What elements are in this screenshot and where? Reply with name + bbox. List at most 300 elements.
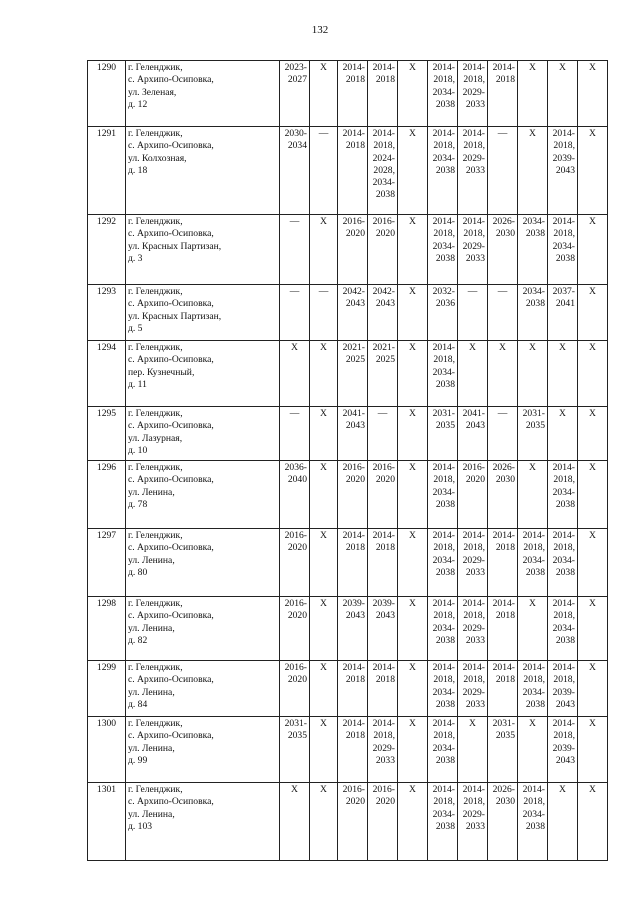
cell-line: 2021- bbox=[342, 342, 365, 353]
period-cell bbox=[428, 341, 458, 407]
period-cell bbox=[548, 597, 578, 661]
cell-line: X bbox=[589, 128, 596, 139]
period-cell bbox=[458, 529, 488, 597]
cell-line: 2016- bbox=[284, 598, 307, 609]
cell-line: 2038 bbox=[435, 252, 455, 264]
cell-line: 2034- bbox=[522, 216, 545, 227]
cell-line: X bbox=[469, 718, 476, 729]
mark-cell bbox=[398, 461, 428, 529]
cell-line: 2043 bbox=[555, 698, 575, 710]
cell-line: X bbox=[409, 342, 416, 353]
period-cell bbox=[428, 407, 458, 461]
cell-line: 2018, bbox=[433, 74, 455, 86]
cell-line: 2042- bbox=[372, 286, 395, 297]
table-body bbox=[88, 61, 608, 861]
cell-line: 2030 bbox=[495, 474, 515, 486]
cell-line: 2038 bbox=[555, 252, 575, 264]
cell-line: 2034- bbox=[552, 554, 575, 566]
period-cell bbox=[548, 717, 578, 783]
cell-line: 2016- bbox=[284, 530, 307, 541]
address-line: с. Архипо-Осиповка, bbox=[128, 730, 214, 742]
cell-line: 2018, bbox=[523, 796, 545, 808]
mark-cell bbox=[488, 407, 518, 461]
cell-line: 2014- bbox=[432, 128, 455, 139]
mark-cell bbox=[310, 61, 338, 127]
cell-line: 2035 bbox=[435, 420, 455, 432]
cell-line: 2020 bbox=[287, 610, 307, 622]
cell-line: 2018, bbox=[553, 730, 575, 742]
mark-cell bbox=[548, 783, 578, 861]
mark-cell bbox=[310, 341, 338, 407]
cell-line: X bbox=[320, 598, 327, 609]
cell-line: X bbox=[320, 662, 327, 673]
cell-line: X bbox=[589, 718, 596, 729]
period-cell bbox=[338, 529, 368, 597]
row-number: 1292 bbox=[88, 215, 126, 285]
address-line: с. Архипо-Осиповка, bbox=[128, 796, 214, 808]
address-line: г. Геленджик, bbox=[128, 598, 183, 609]
cell-line: 2038 bbox=[435, 498, 455, 510]
cell-line: 2018 bbox=[345, 74, 365, 86]
cell-line: 2020 bbox=[287, 542, 307, 554]
period-cell bbox=[548, 285, 578, 341]
address-line: г. Геленджик, bbox=[128, 128, 183, 139]
cell-line: 2034- bbox=[552, 486, 575, 498]
address-line: г. Геленджик, bbox=[128, 718, 183, 729]
mark-cell bbox=[398, 783, 428, 861]
period-cell bbox=[368, 461, 398, 529]
cell-line: 2016- bbox=[284, 662, 307, 673]
cell-line: 2018, bbox=[433, 610, 455, 622]
cell-line: X bbox=[409, 128, 416, 139]
mark-cell bbox=[548, 407, 578, 461]
cell-line: 2033 bbox=[375, 754, 395, 766]
table-row bbox=[88, 461, 608, 529]
cell-line: 2020 bbox=[345, 796, 365, 808]
address-line: г. Геленджик, bbox=[128, 62, 183, 73]
cell-line: 2042- bbox=[342, 286, 365, 297]
cell-line: X bbox=[529, 718, 536, 729]
row-number: 1299 bbox=[88, 661, 126, 717]
period-cell bbox=[428, 461, 458, 529]
cell-line: X bbox=[320, 530, 327, 541]
cell-line: 2043 bbox=[345, 420, 365, 432]
cell-line: 2018 bbox=[495, 674, 515, 686]
address-line: г. Геленджик, bbox=[128, 408, 183, 419]
cell-line: 2031- bbox=[492, 718, 515, 729]
period-cell bbox=[488, 661, 518, 717]
address-line: ул. Ленина, bbox=[128, 686, 175, 698]
cell-line: 2014- bbox=[432, 662, 455, 673]
cell-line: 2038 bbox=[435, 98, 455, 110]
cell-line: — bbox=[318, 286, 329, 297]
cell-line: 2018 bbox=[375, 674, 395, 686]
cell-line: 2016- bbox=[462, 462, 485, 473]
address-cell bbox=[126, 215, 280, 285]
cell-line: 2014- bbox=[522, 784, 545, 795]
cell-line: 2014- bbox=[552, 598, 575, 609]
table-row bbox=[88, 341, 608, 407]
mark-cell bbox=[458, 717, 488, 783]
period-cell bbox=[338, 661, 368, 717]
period-cell bbox=[428, 61, 458, 127]
address-cell bbox=[126, 285, 280, 341]
cell-line: 2020 bbox=[345, 474, 365, 486]
mark-cell bbox=[310, 661, 338, 717]
address-line: с. Архипо-Осиповка, bbox=[128, 74, 214, 86]
cell-line: 2038 bbox=[435, 378, 455, 390]
period-cell bbox=[280, 597, 310, 661]
cell-line: — bbox=[497, 408, 508, 419]
cell-line: 2014- bbox=[552, 718, 575, 729]
cell-line: 2020 bbox=[465, 474, 485, 486]
cell-line: 2018, bbox=[433, 140, 455, 152]
cell-line: 2025 bbox=[375, 354, 395, 366]
cell-line: 2034- bbox=[552, 240, 575, 252]
period-cell bbox=[548, 661, 578, 717]
cell-line: 2036- bbox=[284, 462, 307, 473]
cell-line: X bbox=[589, 62, 596, 73]
cell-line: 2043 bbox=[345, 298, 365, 310]
cell-line: 2014- bbox=[552, 128, 575, 139]
address-line: с. Архипо-Осиповка, bbox=[128, 610, 214, 622]
address-line: д. 82 bbox=[128, 634, 148, 646]
cell-line: 2014- bbox=[522, 530, 545, 541]
address-line: с. Архипо-Осиповка, bbox=[128, 140, 214, 152]
period-cell bbox=[280, 717, 310, 783]
cell-line: X bbox=[320, 342, 327, 353]
mark-cell bbox=[488, 285, 518, 341]
mark-cell bbox=[578, 661, 608, 717]
mark-cell bbox=[488, 341, 518, 407]
address-line: д. 80 bbox=[128, 566, 148, 578]
cell-line: 2018, bbox=[553, 140, 575, 152]
cell-line: 2029- bbox=[462, 808, 485, 820]
period-cell bbox=[518, 285, 548, 341]
cell-line: 2038 bbox=[525, 698, 545, 710]
mark-cell bbox=[488, 127, 518, 215]
cell-line: 2014- bbox=[462, 662, 485, 673]
mark-cell bbox=[398, 341, 428, 407]
table-row bbox=[88, 529, 608, 597]
cell-line: 2018, bbox=[553, 474, 575, 486]
cell-line: 2038 bbox=[435, 164, 455, 176]
address-cell bbox=[126, 783, 280, 861]
cell-line: 2039- bbox=[552, 686, 575, 698]
cell-line: 2035 bbox=[525, 420, 545, 432]
cell-line: 2018 bbox=[345, 542, 365, 554]
cell-line: X bbox=[589, 408, 596, 419]
period-cell bbox=[338, 215, 368, 285]
address-line: ул. Ленина, bbox=[128, 742, 175, 754]
cell-line: 2018, bbox=[463, 140, 485, 152]
period-cell bbox=[368, 717, 398, 783]
period-cell bbox=[368, 285, 398, 341]
cell-line: X bbox=[559, 62, 566, 73]
address-line: д. 78 bbox=[128, 498, 148, 510]
cell-line: 2029- bbox=[372, 742, 395, 754]
cell-line: 2034- bbox=[432, 240, 455, 252]
cell-line: X bbox=[529, 598, 536, 609]
mark-cell bbox=[398, 215, 428, 285]
mark-cell bbox=[458, 341, 488, 407]
mark-cell bbox=[310, 597, 338, 661]
cell-line: 2014- bbox=[372, 530, 395, 541]
cell-line: 2039- bbox=[372, 598, 395, 609]
cell-line: X bbox=[589, 286, 596, 297]
cell-line: 2034- bbox=[432, 686, 455, 698]
row-number: 1297 bbox=[88, 529, 126, 597]
cell-line: X bbox=[589, 462, 596, 473]
address-cell bbox=[126, 461, 280, 529]
table-row bbox=[88, 407, 608, 461]
cell-line: 2014- bbox=[492, 598, 515, 609]
address-line: с. Архипо-Осиповка, bbox=[128, 298, 214, 310]
cell-line: 2034- bbox=[432, 86, 455, 98]
cell-line: 2031- bbox=[522, 408, 545, 419]
period-cell bbox=[548, 215, 578, 285]
cell-line: 2038 bbox=[435, 698, 455, 710]
period-cell bbox=[548, 127, 578, 215]
cell-line: 2014- bbox=[522, 662, 545, 673]
address-line: д. 10 bbox=[128, 444, 148, 456]
cell-line: 2031- bbox=[432, 408, 455, 419]
cell-line: 2038 bbox=[435, 820, 455, 832]
cell-line: X bbox=[499, 342, 506, 353]
cell-line: 2030 bbox=[495, 796, 515, 808]
address-line: ул. Колхозная, bbox=[128, 152, 187, 164]
period-cell bbox=[338, 61, 368, 127]
period-cell bbox=[458, 661, 488, 717]
cell-line: X bbox=[409, 718, 416, 729]
mark-cell bbox=[518, 341, 548, 407]
cell-line: 2014- bbox=[432, 530, 455, 541]
period-cell bbox=[518, 215, 548, 285]
mark-cell bbox=[398, 127, 428, 215]
period-cell bbox=[488, 529, 518, 597]
cell-line: 2014- bbox=[372, 128, 395, 139]
cell-line: 2020 bbox=[345, 228, 365, 240]
cell-line: 2030 bbox=[495, 228, 515, 240]
mark-cell bbox=[280, 215, 310, 285]
cell-line: 2014- bbox=[372, 62, 395, 73]
cell-line: X bbox=[589, 662, 596, 673]
cell-line: 2018, bbox=[433, 354, 455, 366]
cell-line: 2026- bbox=[492, 784, 515, 795]
page-number: 132 bbox=[311, 24, 329, 36]
cell-line: X bbox=[529, 462, 536, 473]
table-row bbox=[88, 783, 608, 861]
period-cell bbox=[368, 341, 398, 407]
cell-line: 2043 bbox=[555, 754, 575, 766]
cell-line: — bbox=[467, 286, 478, 297]
cell-line: 2014- bbox=[432, 718, 455, 729]
period-cell bbox=[488, 783, 518, 861]
period-cell bbox=[280, 529, 310, 597]
address-line: д. 5 bbox=[128, 322, 143, 334]
cell-line: 2016- bbox=[372, 462, 395, 473]
mark-cell bbox=[578, 597, 608, 661]
period-cell bbox=[428, 661, 458, 717]
cell-line: — bbox=[377, 408, 388, 419]
mark-cell bbox=[578, 285, 608, 341]
cell-line: X bbox=[559, 342, 566, 353]
address-cell bbox=[126, 717, 280, 783]
cell-line: 2024- bbox=[372, 152, 395, 164]
cell-line: 2038 bbox=[525, 298, 545, 310]
cell-line: — bbox=[318, 128, 329, 139]
cell-line: 2029- bbox=[462, 240, 485, 252]
mark-cell bbox=[458, 285, 488, 341]
cell-line: X bbox=[409, 784, 416, 795]
mark-cell bbox=[310, 717, 338, 783]
cell-line: — bbox=[497, 286, 508, 297]
cell-line: 2018, bbox=[553, 542, 575, 554]
mark-cell bbox=[398, 407, 428, 461]
cell-line: 2039- bbox=[552, 742, 575, 754]
period-cell bbox=[518, 783, 548, 861]
period-cell bbox=[368, 529, 398, 597]
period-cell bbox=[338, 341, 368, 407]
cell-line: X bbox=[559, 784, 566, 795]
cell-line: 2033 bbox=[465, 98, 485, 110]
cell-line: X bbox=[409, 216, 416, 227]
mark-cell bbox=[518, 61, 548, 127]
cell-line: X bbox=[589, 530, 596, 541]
table-row bbox=[88, 717, 608, 783]
period-cell bbox=[338, 407, 368, 461]
period-cell bbox=[280, 661, 310, 717]
cell-line: 2020 bbox=[375, 474, 395, 486]
cell-line: 2029- bbox=[462, 686, 485, 698]
cell-line: 2029- bbox=[462, 86, 485, 98]
cell-line: 2027 bbox=[287, 74, 307, 86]
cell-line: 2033 bbox=[465, 820, 485, 832]
cell-line: 2018, bbox=[523, 542, 545, 554]
mark-cell bbox=[578, 341, 608, 407]
cell-line: X bbox=[529, 62, 536, 73]
address-line: ул. Красных Партизан, bbox=[128, 240, 222, 252]
cell-line: 2034- bbox=[522, 686, 545, 698]
cell-line: 2018, bbox=[463, 610, 485, 622]
cell-line: 2041- bbox=[342, 408, 365, 419]
cell-line: 2021- bbox=[372, 342, 395, 353]
period-cell bbox=[368, 215, 398, 285]
row-number: 1294 bbox=[88, 341, 126, 407]
cell-line: 2034- bbox=[522, 286, 545, 297]
period-cell bbox=[458, 597, 488, 661]
address-line: д. 84 bbox=[128, 698, 148, 710]
cell-line: 2034- bbox=[432, 808, 455, 820]
cell-line: X bbox=[589, 784, 596, 795]
cell-line: 2033 bbox=[465, 566, 485, 578]
table-row bbox=[88, 661, 608, 717]
cell-line: 2028, bbox=[373, 164, 395, 176]
period-cell bbox=[428, 285, 458, 341]
cell-line: — bbox=[289, 286, 300, 297]
cell-line: 2034- bbox=[552, 622, 575, 634]
address-line: ул. Ленина, bbox=[128, 486, 175, 498]
cell-line: 2014- bbox=[492, 662, 515, 673]
cell-line: 2014- bbox=[492, 530, 515, 541]
mark-cell bbox=[280, 285, 310, 341]
cell-line: 2034- bbox=[432, 152, 455, 164]
period-cell bbox=[488, 717, 518, 783]
period-cell bbox=[458, 61, 488, 127]
cell-line: 2038 bbox=[435, 754, 455, 766]
period-cell bbox=[338, 783, 368, 861]
period-cell bbox=[428, 597, 458, 661]
cell-line: 2043 bbox=[345, 610, 365, 622]
mark-cell bbox=[578, 717, 608, 783]
cell-line: X bbox=[409, 62, 416, 73]
period-cell bbox=[548, 529, 578, 597]
mark-cell bbox=[310, 407, 338, 461]
cell-line: X bbox=[589, 342, 596, 353]
mark-cell bbox=[518, 461, 548, 529]
cell-line: 2033 bbox=[465, 698, 485, 710]
row-number: 1301 bbox=[88, 783, 126, 861]
cell-line: 2018 bbox=[375, 542, 395, 554]
cell-line: 2040 bbox=[287, 474, 307, 486]
cell-line: 2014- bbox=[342, 530, 365, 541]
cell-line: 2014- bbox=[462, 784, 485, 795]
cell-line: X bbox=[320, 408, 327, 419]
mark-cell bbox=[578, 529, 608, 597]
period-cell bbox=[338, 127, 368, 215]
cell-line: 2014- bbox=[342, 128, 365, 139]
period-cell bbox=[280, 127, 310, 215]
mark-cell bbox=[578, 215, 608, 285]
cell-line: X bbox=[529, 128, 536, 139]
cell-line: 2023- bbox=[284, 62, 307, 73]
address-line: г. Геленджик, bbox=[128, 286, 183, 297]
address-line: г. Геленджик, bbox=[128, 784, 183, 795]
cell-line: 2037- bbox=[552, 286, 575, 297]
cell-line: 2018, bbox=[553, 228, 575, 240]
cell-line: 2018, bbox=[553, 610, 575, 622]
address-line: г. Геленджик, bbox=[128, 530, 183, 541]
cell-line: — bbox=[289, 408, 300, 419]
cell-line: 2018 bbox=[495, 542, 515, 554]
cell-line: 2025 bbox=[345, 354, 365, 366]
row-number: 1293 bbox=[88, 285, 126, 341]
period-cell bbox=[280, 461, 310, 529]
mark-cell bbox=[578, 461, 608, 529]
mark-cell bbox=[398, 717, 428, 783]
mark-cell bbox=[578, 783, 608, 861]
period-cell bbox=[280, 61, 310, 127]
cell-line: 2014- bbox=[342, 718, 365, 729]
cell-line: 2034- bbox=[522, 808, 545, 820]
cell-line: 2018, bbox=[433, 542, 455, 554]
mark-cell bbox=[398, 285, 428, 341]
mark-cell bbox=[578, 407, 608, 461]
row-number: 1298 bbox=[88, 597, 126, 661]
period-cell bbox=[368, 597, 398, 661]
mark-cell bbox=[310, 285, 338, 341]
cell-line: 2014- bbox=[372, 718, 395, 729]
cell-line: 2014- bbox=[462, 216, 485, 227]
cell-line: 2034- bbox=[432, 742, 455, 754]
mark-cell bbox=[578, 127, 608, 215]
cell-line: 2018 bbox=[495, 74, 515, 86]
cell-line: 2020 bbox=[287, 674, 307, 686]
address-line: с. Архипо-Осиповка, bbox=[128, 474, 214, 486]
address-line: д. 11 bbox=[128, 378, 147, 390]
mark-cell bbox=[398, 61, 428, 127]
mark-cell bbox=[310, 461, 338, 529]
